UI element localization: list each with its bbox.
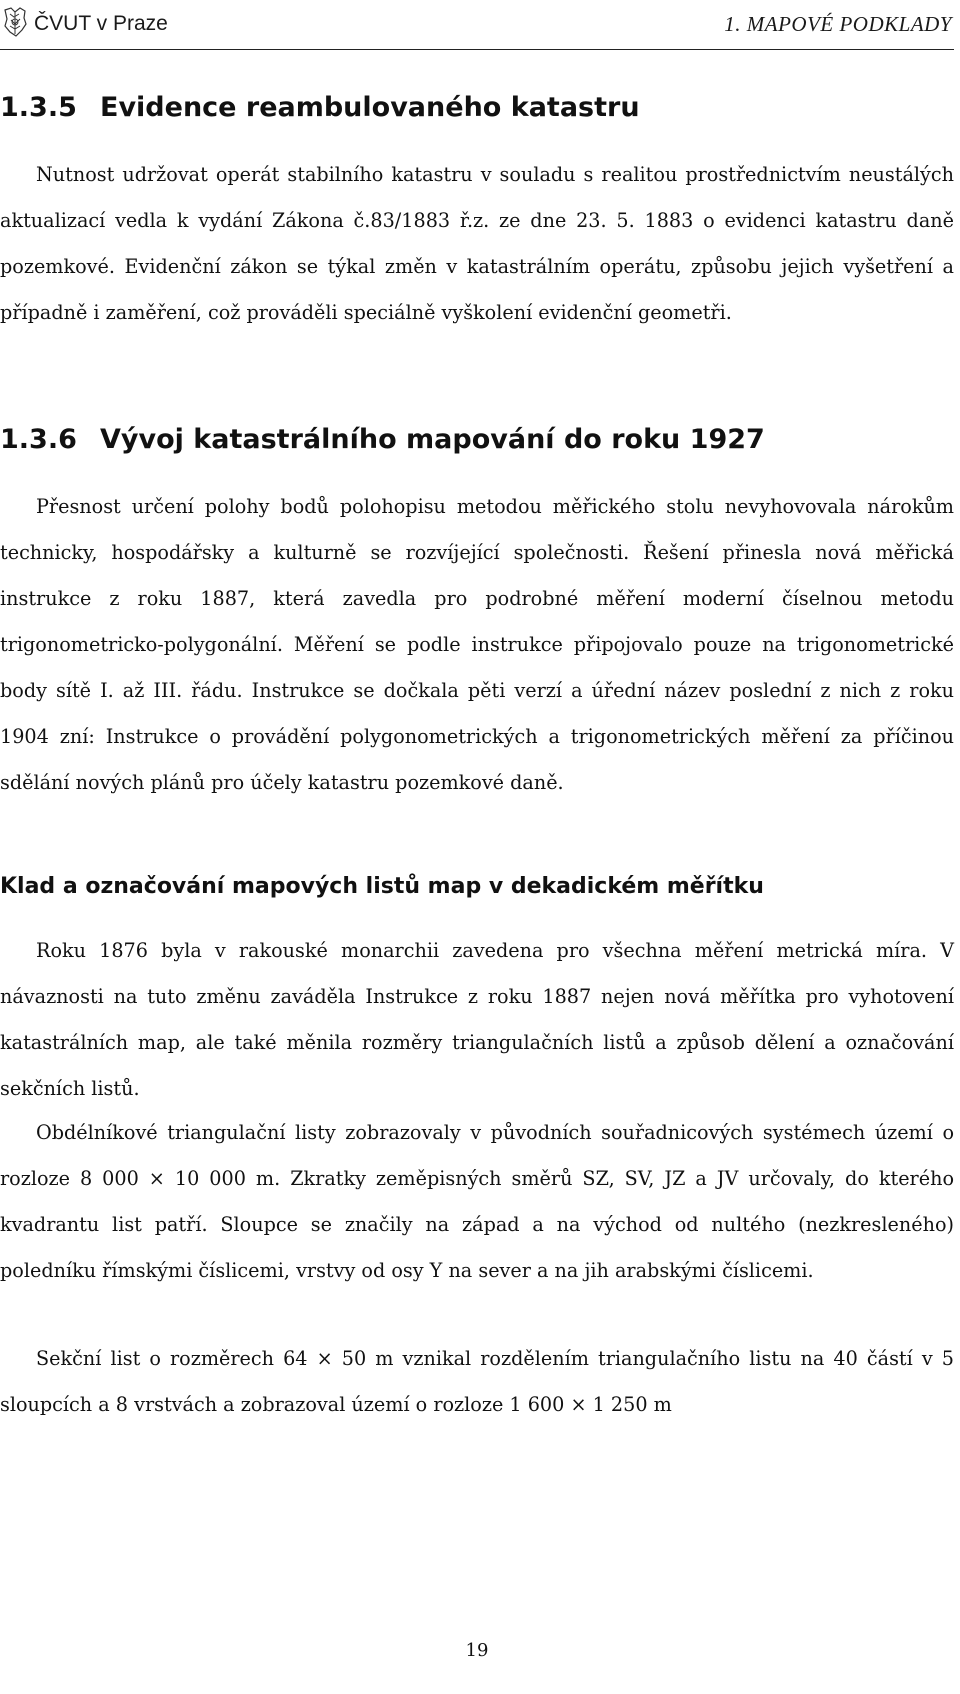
section-title: Evidence reambulovaného katastru	[100, 92, 640, 123]
paragraph	[0, 928, 954, 1112]
page-number: 19	[465, 1640, 489, 1661]
paragraph	[0, 1110, 954, 1294]
paragraph-text: Nutnost udržovat operát stabilního katastru v souladu s realitou prostřednictvím neustálých aktualizací vedla k vydání Zákona č.83/1883 ř.z. ze dne 23. 5. 1883 o evidenci katastru daně pozemkové. Evidenční zákon se týkal změn v katastrálním operátu, způsobu jejich vyšetření a případně i zaměření, což prováděli speciálně vyškolení evidenční geometři.	[0, 163, 954, 324]
paragraph	[0, 152, 954, 336]
page-header	[0, 0, 960, 52]
header-institution: ČVUT v Praze	[34, 12, 168, 35]
subsection-title: Klad a označování mapových listů map v dekadickém měřítku	[0, 874, 764, 899]
paragraph-text: Roku 1876 byla v rakouské monarchii zavedena pro všechna měření metrická míra. V návaznosti na tuto změnu zaváděla Instrukce z roku 1887 nejen nová měřítka pro vyhotovení katastrálních map, ale také měnila rozměry triangulačních listů a způsob dělení a označování sekčních listů.	[0, 939, 954, 1100]
section-heading	[0, 424, 765, 455]
paragraph-text: Přesnost určení polohy bodů polohopisu metodou měřického stolu nevyhovovala nárokům technicky, hospodářsky a kulturně se rozvíjející společnosti. Řešení přinesla nová měřická instrukce z roku 1887, která zavedla pro podrobné měření moderní číselnou metodu trigonometricko-polygonální. Měření se podle instrukce připojovalo pouze na trigonometrické body sítě I. až III. řádu. Instrukce se dočkala pěti verzí a úřední název poslední z nich z roku 1904 zní: Instrukce o provádění polygonometrických a trigonometrických měření za příčinou sdělání nových plánů pro účely katastru pozemkové daně.	[0, 495, 954, 794]
section-title: Vývoj katastrálního mapování do roku 1927	[100, 424, 765, 455]
university-seal-icon	[2, 6, 28, 38]
subsection-heading	[0, 874, 764, 899]
section-number: 1.3.5	[0, 92, 77, 123]
paragraph	[0, 484, 954, 806]
paragraph	[0, 1336, 954, 1428]
header-chapter: 1. MAPOVÉ PODKLADY	[724, 12, 952, 36]
section-number: 1.3.6	[0, 424, 77, 455]
paragraph-text: Sekční list o rozměrech 64 × 50 m vznikal rozdělením triangulačního listu na 40 částí v 5 sloupcích a 8 vrstvách a zobrazoval území o rozloze 1 600 × 1 250 m	[0, 1347, 954, 1416]
section-heading	[0, 92, 640, 123]
paragraph-text: Obdélníkové triangulační listy zobrazovaly v původních souřadnicových systémech území o rozloze 8 000 × 10 000 m. Zkratky zeměpisných směrů SZ, SV, JZ a JV určovaly, do kterého kvadrantu list patří. Sloupce se značily na západ a na východ od nultého (nezkresleného) poledníku římskými číslicemi, vrstvy od osy Y na sever a na jih arabskými číslicemi.	[0, 1121, 954, 1282]
header-rule	[0, 49, 954, 50]
